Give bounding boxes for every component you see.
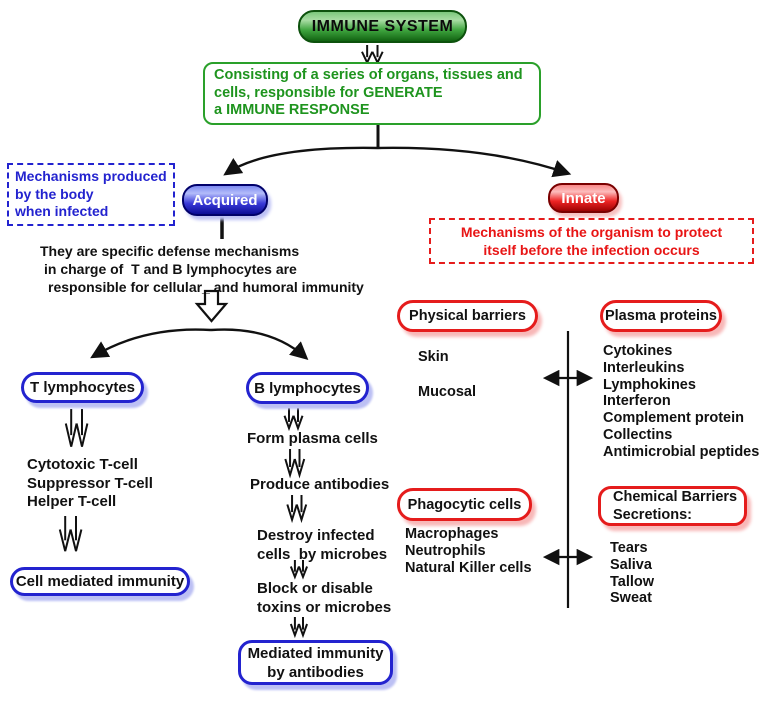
acquired-note-line: Mechanisms produced xyxy=(15,168,167,184)
b-step-form-plasma: Form plasma cells xyxy=(247,430,378,447)
phagocytic-list xyxy=(405,526,532,576)
plasma-protein-item: Cytokines xyxy=(603,343,673,359)
cell-mediated-immunity-node: Cell mediated immunity xyxy=(10,567,190,596)
b-step-line: toxins or microbes xyxy=(257,598,392,616)
immune-system-node: IMMUNE SYSTEM xyxy=(298,10,467,43)
b-step-line: cells by microbes xyxy=(257,545,388,563)
b-step-destroy xyxy=(257,527,387,564)
b-step-line: Destroy infected xyxy=(257,527,375,544)
chemical-barriers-node xyxy=(598,486,747,526)
acquired-note-line: when infected xyxy=(15,203,109,219)
t-cell-item: Helper T-cell xyxy=(27,493,117,510)
phagocytic-item: Neutrophils xyxy=(405,542,486,559)
secretion-item: Saliva xyxy=(610,556,652,573)
definition-box xyxy=(203,62,541,125)
down-arrow-icon xyxy=(287,495,306,520)
mediated-immunity-node xyxy=(238,640,393,685)
description-line: in charge of T and B lymphocytes are xyxy=(44,261,297,277)
acquired-note-line: by the body xyxy=(15,185,94,202)
mediated-immunity-line: Mediated immunity xyxy=(247,644,384,662)
innate-note-box xyxy=(429,218,754,264)
physical-barrier-item: Skin xyxy=(418,349,449,365)
down-arrow-icon xyxy=(285,449,304,475)
phagocytic-cells-node: Phagocytic cells xyxy=(397,488,532,521)
phagocytic-item: Natural Killer cells xyxy=(405,559,532,576)
definition-line: Consisting of a series of organs, tissues and xyxy=(214,67,523,83)
arc-arrow-t xyxy=(94,330,211,356)
down-arrow-icon xyxy=(362,45,383,63)
plasma-protein-item: Antimicrobial peptides xyxy=(603,443,760,460)
secretions-list xyxy=(610,540,654,607)
secretion-item: Tallow xyxy=(610,573,655,590)
physical-barrier-item: Mucosal xyxy=(418,384,477,400)
down-arrow-icon xyxy=(285,408,303,428)
arc-arrow-b xyxy=(211,330,305,357)
acquired-note-box xyxy=(7,163,175,226)
secretion-item: Tears xyxy=(610,540,648,556)
plasma-protein-item: Complement protein xyxy=(603,410,744,427)
physical-barriers-node: Physical barriers xyxy=(397,300,538,332)
plasma-protein-item: Lymphokines xyxy=(603,376,696,393)
down-arrow-icon xyxy=(66,409,88,447)
acquired-node: Acquired xyxy=(182,184,268,216)
down-arrow-icon xyxy=(291,617,307,635)
b-step-produce-antibodies: Produce antibodies xyxy=(250,476,390,493)
innate-note-line: itself before the infection occurs xyxy=(483,242,700,258)
t-cell-item: Suppressor T-cell xyxy=(27,474,153,492)
innate-node: Innate xyxy=(548,183,619,213)
branch-arrow-acquired xyxy=(227,148,378,173)
description-line: They are specific defense mechanisms xyxy=(40,243,300,259)
plasma-protein-item: Collectins xyxy=(603,426,673,443)
t-cell-list xyxy=(27,456,153,512)
definition-line: a IMMUNE RESPONSE xyxy=(214,102,370,118)
t-cell-item: Cytotoxic T-cell xyxy=(27,456,138,473)
b-lymphocytes-node: B lymphocytes xyxy=(246,372,369,404)
mediated-immunity-line: by antibodies xyxy=(267,663,364,681)
plasma-protein-item: Interferon xyxy=(603,393,671,410)
branch-arrow-innate xyxy=(378,148,567,173)
secretion-item: Sweat xyxy=(610,590,652,607)
t-lymphocytes-node: T lymphocytes xyxy=(21,372,144,403)
chemical-barriers-line: Secretions: xyxy=(613,507,692,523)
definition-line: cells, responsible for GENERATE xyxy=(214,84,443,101)
down-arrow-icon xyxy=(60,516,82,551)
plasma-proteins-node: Plasma proteins xyxy=(600,300,722,332)
acquired-description xyxy=(40,242,364,296)
plasma-protein-item: Interleukins xyxy=(603,359,685,376)
chemical-barriers-line: Chemical Barriers xyxy=(613,489,738,505)
description-line: responsible for cellular_ and humoral immunity xyxy=(48,279,364,295)
b-step-line: Block or disable xyxy=(257,580,373,597)
plasma-proteins-list xyxy=(603,343,759,461)
b-step-block xyxy=(257,580,391,617)
innate-note-line: Mechanisms of the organism to protect xyxy=(460,224,723,240)
phagocytic-item: Macrophages xyxy=(405,526,499,542)
